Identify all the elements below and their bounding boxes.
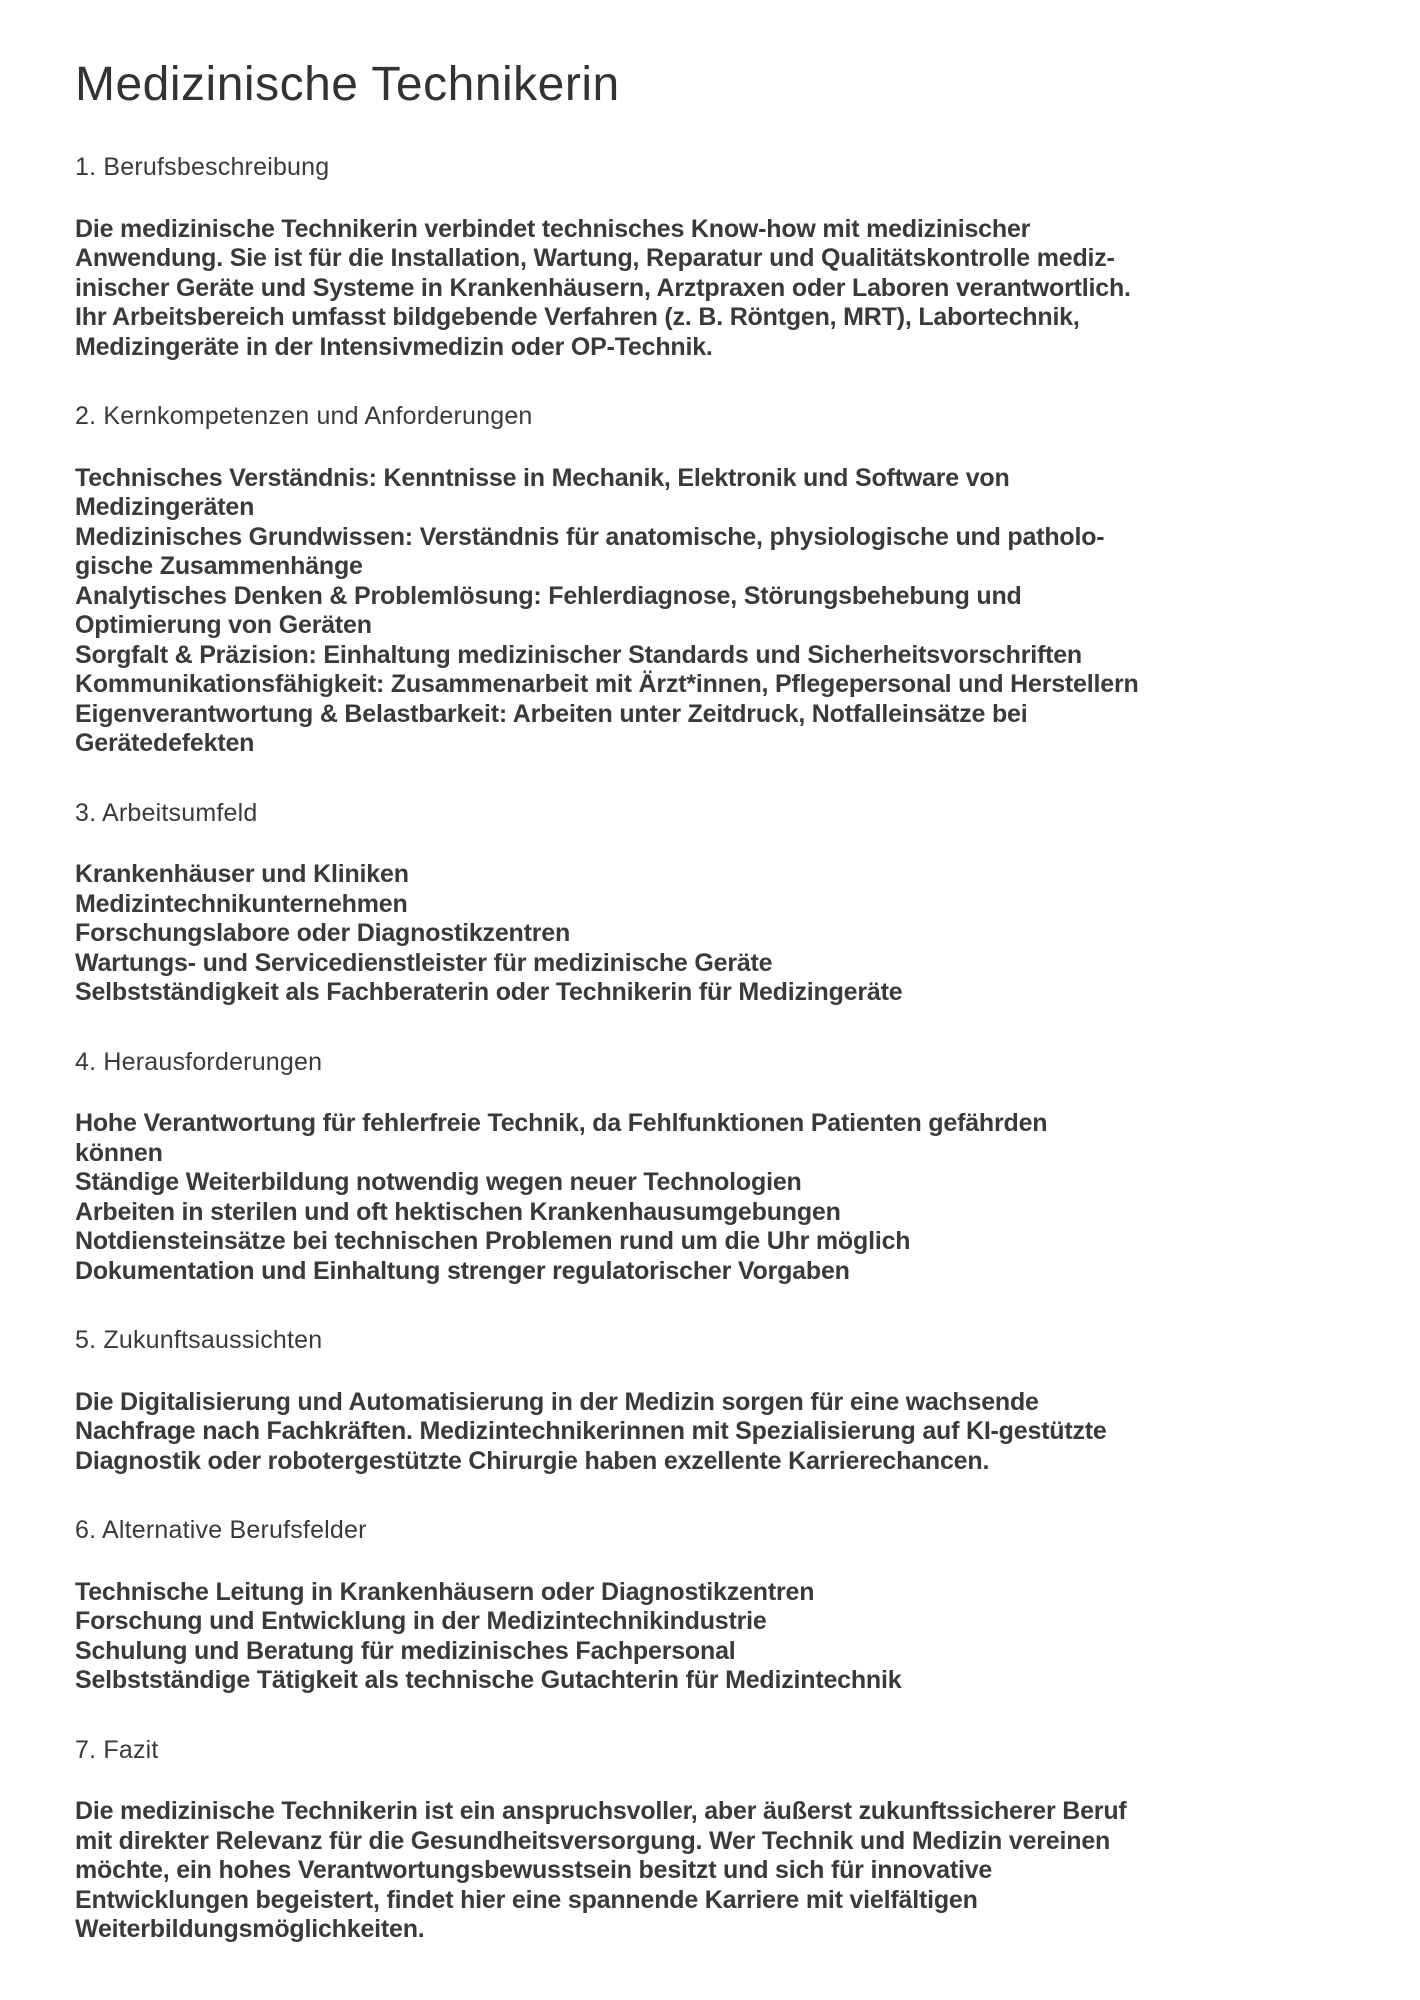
- body-line: Ständige Weiterbildung notwendig wegen neuer Technologien: [75, 1168, 802, 1196]
- body-line: Die Digitalisierung und Automatisierung in der Medizin sorgen für eine wachsende: [75, 1387, 1039, 1416]
- doc-section-6: [75, 1516, 1380, 1696]
- section-body: [75, 1109, 1380, 1286]
- body-line: können: [75, 1138, 163, 1167]
- body-line: Selbstständige Tätigkeit als technische Gutachterin für Medizintechnik: [75, 1666, 902, 1694]
- sections-container: [75, 153, 1380, 1945]
- body-line: Diagnostik oder robotergestützte Chirurgie haben exzellente Karrierechancen.: [75, 1446, 990, 1475]
- body-line: Selbstständigkeit als Fachberaterin oder Technikerin für Medizingeräte: [75, 978, 903, 1006]
- body-line: Anwendung. Sie ist für die Installation, Wartung, Reparatur und Qualitätskontrolle mediz-: [75, 244, 1115, 272]
- body-line: Technische Leitung in Krankenhäusern oder Diagnostikzentren: [75, 1577, 815, 1606]
- section-heading: 3. Arbeitsumfeld: [75, 798, 258, 827]
- body-line: Medizinisches Grundwissen: Verständnis für anatomische, physiologische und patholo-: [75, 522, 1105, 551]
- doc-section-1: [75, 153, 1380, 362]
- body-line: Forschung und Entwicklung in der Medizintechnikindustrie: [75, 1607, 767, 1635]
- body-line: Dokumentation und Einhaltung strenger regulatorischer Vorgaben: [75, 1256, 850, 1285]
- body-line: Forschungslabore oder Diagnostikzentren: [75, 919, 571, 947]
- body-line: Wartungs- und Servicedienstleister für medizinische Geräte: [75, 948, 773, 977]
- body-line: Optimierung von Geräten: [75, 611, 372, 639]
- section-heading: 6. Alternative Berufsfelder: [75, 1516, 367, 1544]
- body-line: Kommunikationsfähigkeit: Zusammenarbeit mit Ärzt*innen, Pflegepersonal und Herstellern: [75, 670, 1139, 698]
- section-body: [75, 1578, 1380, 1696]
- section-heading: 4. Herausforderungen: [75, 1047, 323, 1076]
- body-line: Analytisches Denken & Problemlösung: Fehlerdiagnose, Störungsbehebung und: [75, 581, 1022, 610]
- body-line: Ihr Arbeitsbereich umfasst bildgebende Verfahren (z. B. Röntgen, MRT), Labortechnik,: [75, 303, 1080, 331]
- body-line: Entwicklungen begeistert, findet hier eine spannende Karriere mit vielfältigen: [75, 1885, 978, 1914]
- body-line: Technisches Verständnis: Kenntnisse in Mechanik, Elektronik und Software von: [75, 463, 1010, 492]
- body-line: Die medizinische Technikerin ist ein anspruchsvoller, aber äußerst zukunftssicherer Beruf: [75, 1797, 1127, 1825]
- section-heading: 5. Zukunftsaussichten: [75, 1326, 323, 1354]
- section-heading: 7. Fazit: [75, 1735, 159, 1764]
- section-body: [75, 1797, 1380, 1945]
- body-line: Eigenverantwortung & Belastbarkeit: Arbeiten unter Zeitdruck, Notfalleinsätze bei: [75, 699, 1028, 728]
- body-line: Medizintechnikunternehmen: [75, 889, 408, 918]
- body-line: Notdiensteinsätze bei technischen Problemen rund um die Uhr möglich: [75, 1227, 911, 1255]
- body-line: gische Zusammenhänge: [75, 552, 363, 580]
- section-body: [75, 860, 1380, 1008]
- body-line: möchte, ein hohes Verantwortungsbewusstsein besitzt und sich für innovative: [75, 1856, 993, 1884]
- section-body: [75, 1388, 1380, 1477]
- body-line: Sorgfalt & Präzision: Einhaltung medizinischer Standards und Sicherheitsvorschriften: [75, 640, 1082, 669]
- body-line: Krankenhäuser und Kliniken: [75, 860, 409, 888]
- body-line: Schulung und Beratung für medizinisches Fachpersonal: [75, 1636, 736, 1665]
- body-line: Medizingeräte in der Intensivmedizin oder OP-Technik.: [75, 332, 713, 361]
- doc-section-4: [75, 1048, 1380, 1287]
- body-line: Gerätedefekten: [75, 729, 255, 757]
- body-line: Nachfrage nach Fachkräften. Medizintechnikerinnen mit Spezialisierung auf KI-gestützte: [75, 1417, 1107, 1445]
- doc-section-3: [75, 799, 1380, 1008]
- body-line: inischer Geräte und Systeme in Krankenhäusern, Arztpraxen oder Laboren verantwortlich.: [75, 273, 1131, 302]
- page-title: Medizinische Technikerin: [75, 58, 620, 111]
- body-line: Arbeiten in sterilen und oft hektischen Krankenhausumgebungen: [75, 1197, 841, 1226]
- doc-section-7: [75, 1736, 1380, 1945]
- doc-section-2: [75, 402, 1380, 759]
- body-line: Medizingeräten: [75, 493, 255, 521]
- section-body: [75, 464, 1380, 759]
- body-line: Die medizinische Technikerin verbindet technisches Know-how mit medizinischer: [75, 214, 1031, 243]
- body-line: Weiterbildungsmöglichkeiten.: [75, 1915, 425, 1943]
- body-line: mit direkter Relevanz für die Gesundheitsversorgung. Wer Technik und Medizin vereinen: [75, 1826, 1111, 1855]
- section-body: [75, 215, 1380, 363]
- body-line: Hohe Verantwortung für fehlerfreie Technik, da Fehlfunktionen Patienten gefährden: [75, 1109, 1048, 1137]
- doc-section-5: [75, 1326, 1380, 1476]
- section-heading: 1. Berufsbeschreibung: [75, 153, 330, 181]
- section-heading: 2. Kernkompetenzen und Anforderungen: [75, 402, 533, 430]
